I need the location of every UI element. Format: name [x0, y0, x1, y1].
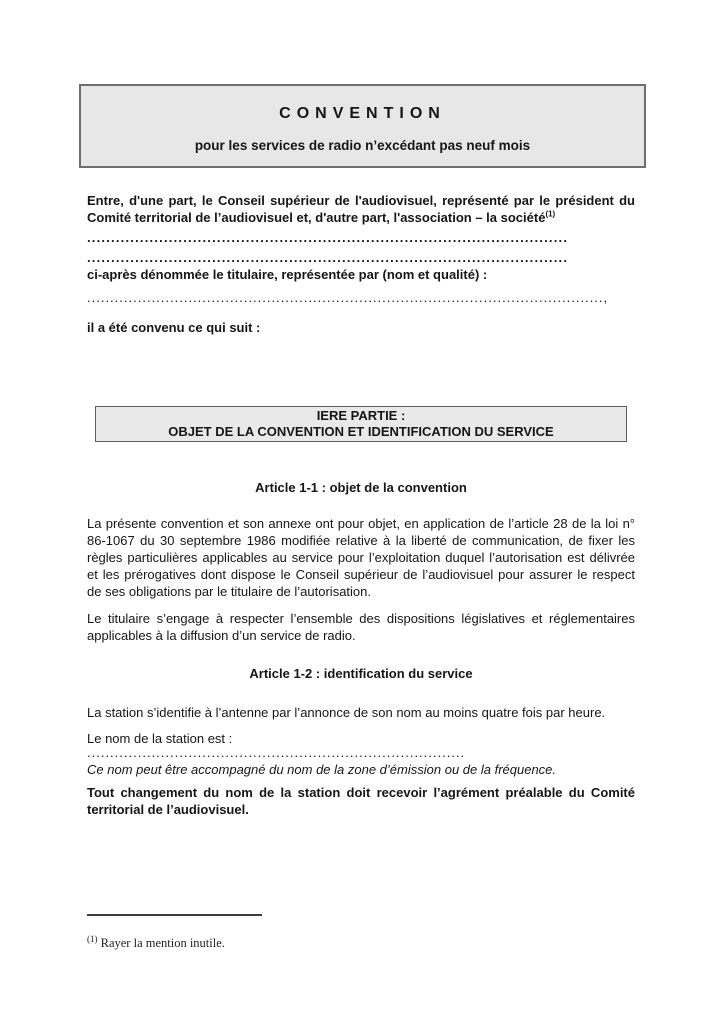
article-1-1-paragraph-1: La présente convention et son annexe ont pour objet, en application de l’article 28 de la loi n° 86-1067 du 30 septembre 1986 modifiée relative à la liberté de communication, de fixer les règles particulières applicables au service pour l’exploitation duquel l’autorisation est délivrée et les prérogatives dont dispose le Conseil supérieur de l’audiovisuel pour assurer le respect de ses obligations par le titulaire de l’autorisation.: [87, 516, 635, 599]
agreement-line: il a été convenu ce qui suit :: [87, 320, 261, 335]
fill-in-line-2: ....................................................................................................: [87, 250, 569, 265]
article-1-1-paragraph-2: Le titulaire s’engage à respecter l’ensemble des dispositions législatives et réglementaires applicables à la diffusion d’un service de radio.: [87, 611, 635, 643]
footnote-reference-marker: (1): [545, 209, 556, 219]
document-subtitle: pour les services de radio n’excédant pas neuf mois: [194, 138, 531, 153]
part-one-heading-box: [95, 406, 627, 442]
denomination-line: ci-après dénommée le titulaire, représentée par (nom et qualité) :: [87, 267, 488, 282]
intro-party-paragraph: [87, 192, 635, 226]
article-1-1-heading: Article 1-1 : objet de la convention: [255, 480, 467, 495]
document-body: [87, 0, 635, 1024]
station-name-fill-in-line: ..................................................................................: [87, 745, 466, 760]
intro-party-text: Entre, d'une part, le Conseil supérieur de l'audiovisuel, représenté par le président du Comité territorial de l’audiovisuel et, d'autre part, l'association – la société: [87, 193, 635, 225]
part-one-label: IERE PARTIE :: [316, 408, 406, 423]
document-title: CONVENTION: [279, 105, 446, 122]
fill-in-line-3: ................................................................................................................,: [87, 290, 609, 305]
article-1-2-heading: Article 1-2 : identification du service: [249, 666, 473, 681]
station-name-label: Le nom de la station est :: [87, 731, 233, 746]
footnote-number: (1): [87, 933, 98, 944]
footnote-text: Rayer la mention inutile.: [100, 935, 225, 950]
station-name-note: Ce nom peut être accompagné du nom de la zone d’émission ou de la fréquence.: [87, 762, 557, 777]
footnote: [87, 935, 635, 951]
footnote-separator-rule: [87, 914, 262, 916]
name-change-notice: Tout changement du nom de la station doit recevoir l’agrément préalable du Comité territorial de l’audiovisuel.: [87, 785, 635, 817]
part-one-subject: OBJET DE LA CONVENTION ET IDENTIFICATION DU SERVICE: [168, 424, 554, 439]
station-identification-line: La station s’identifie à l’antenne par l’annonce de son nom au moins quatre fois par heure.: [87, 705, 606, 720]
fill-in-line-1: ....................................................................................................: [87, 230, 569, 245]
